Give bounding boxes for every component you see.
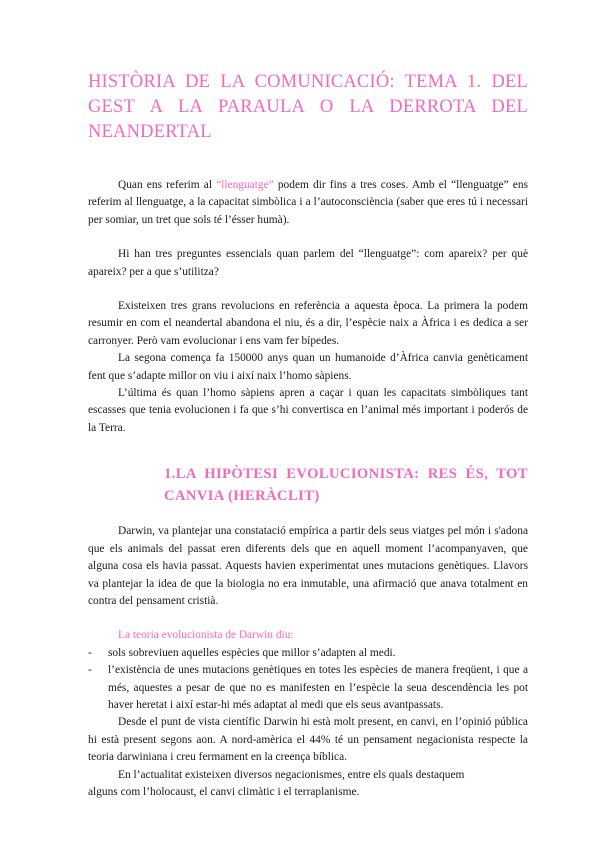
bullet-dash: - xyxy=(88,646,92,659)
section-paragraph-3-line-1: En l’actualitat existeixen diversos negacionismes, entre els quals destaquem xyxy=(118,768,465,781)
theory-label: La teoria evolucionista de Darwin diu: xyxy=(118,629,294,642)
intro-paragraph-3: Existeixen tres grans revolucions en referència a aquesta època. La primera la podem resumir en com el neandertal abandona el niu, és a dir, l’espècie naix a Àfrica i es dedica a ser carronyer. Però vam evolucionar i ens vam fer bípedes. xyxy=(88,300,528,347)
list-item xyxy=(88,645,528,662)
intro-paragraph-4: La segona comença fa 150000 anys quan un humanoide d’Àfrica canvia genèticament fent que s’adapte millor on viu i així naix l’homo sàpiens. xyxy=(88,352,528,382)
intro-p1-after: podem dir fins a tres coses. Amb el “llenguatge” ens referim al llenguatge, a la capacitat simbòlica i a l’autoconsciència (saber que eres tú i necessari per somiar, un tret que sols té l’ésser humà). xyxy=(88,179,528,226)
list-item xyxy=(88,662,528,714)
theory-list xyxy=(88,645,528,715)
section-paragraph-2: Desde el punt de vista científic Darwin hi està molt present, en canvi, en l’opinió pública hi està present segons aon. A nord-amèrica el 44% té un pensament negacionista respecte la teoria darwiniana i creu fermament en la creença bíblica. xyxy=(88,716,528,764)
list-item-text: sols sobreviuen aquelles espècies que millor s’adapten al medi. xyxy=(108,646,396,659)
list-item-text: l’existència de unes mutacions genètiques en totes les espècies de manera freqüent, i que a més, aquestes a pesar de que no es manifesten en l’espècie la seua descendència les pot haver heretat i així estar-hi més adaptat al medi que els seus avantpassats. xyxy=(108,664,528,711)
section-paragraph-3-line-2: alguns com l’holocaust, el canvi climàtic i el terraplanisme. xyxy=(88,785,360,798)
highlighted-term: “llenguatge” xyxy=(216,179,274,191)
section-paragraph-1: Darwin, va plantejar una constatació empírica a partir dels seus viatges pel món i s'adona que els animals del passat eren diferents dels que en aquell moment l’acompanyaven, que alguna cosa els havia passat. Aquests havien experimentat unes mutacions genètiques. Llavors va plantejar la idea de que la biologia no era inmutable, una afirmació que anava totalment en contra del pensament cristià. xyxy=(88,525,528,607)
intro-paragraph-5: L’última és quan l’homo sàpiens apren a caçar i quan les capacitats simbòliques tant escasses que tenia evolucionen i fa que s’hi convertisca en l’animal més important i poderós de la Terra. xyxy=(88,387,528,434)
document-page xyxy=(88,70,528,801)
section-heading: 1.LA HIPÒTESI EVOLUCIONISTA: RES ÉS, TOT CANVIA (HERÀCLIT) xyxy=(164,466,528,505)
document-title: HISTÒRIA DE LA COMUNICACIÓ: TEMA 1. DEL GEST A LA PARAULA O LA DERROTA DEL NEANDERTAL xyxy=(88,72,528,142)
intro-paragraph-1 xyxy=(88,177,528,229)
intro-paragraph-2: Hi han tres preguntes essencials quan parlem del “llenguatge”: com apareix? per què apareix? per a que s’utilitza? xyxy=(88,248,528,278)
intro-p1-before: Quan ens referim al xyxy=(118,179,217,191)
bullet-dash: - xyxy=(88,664,92,677)
